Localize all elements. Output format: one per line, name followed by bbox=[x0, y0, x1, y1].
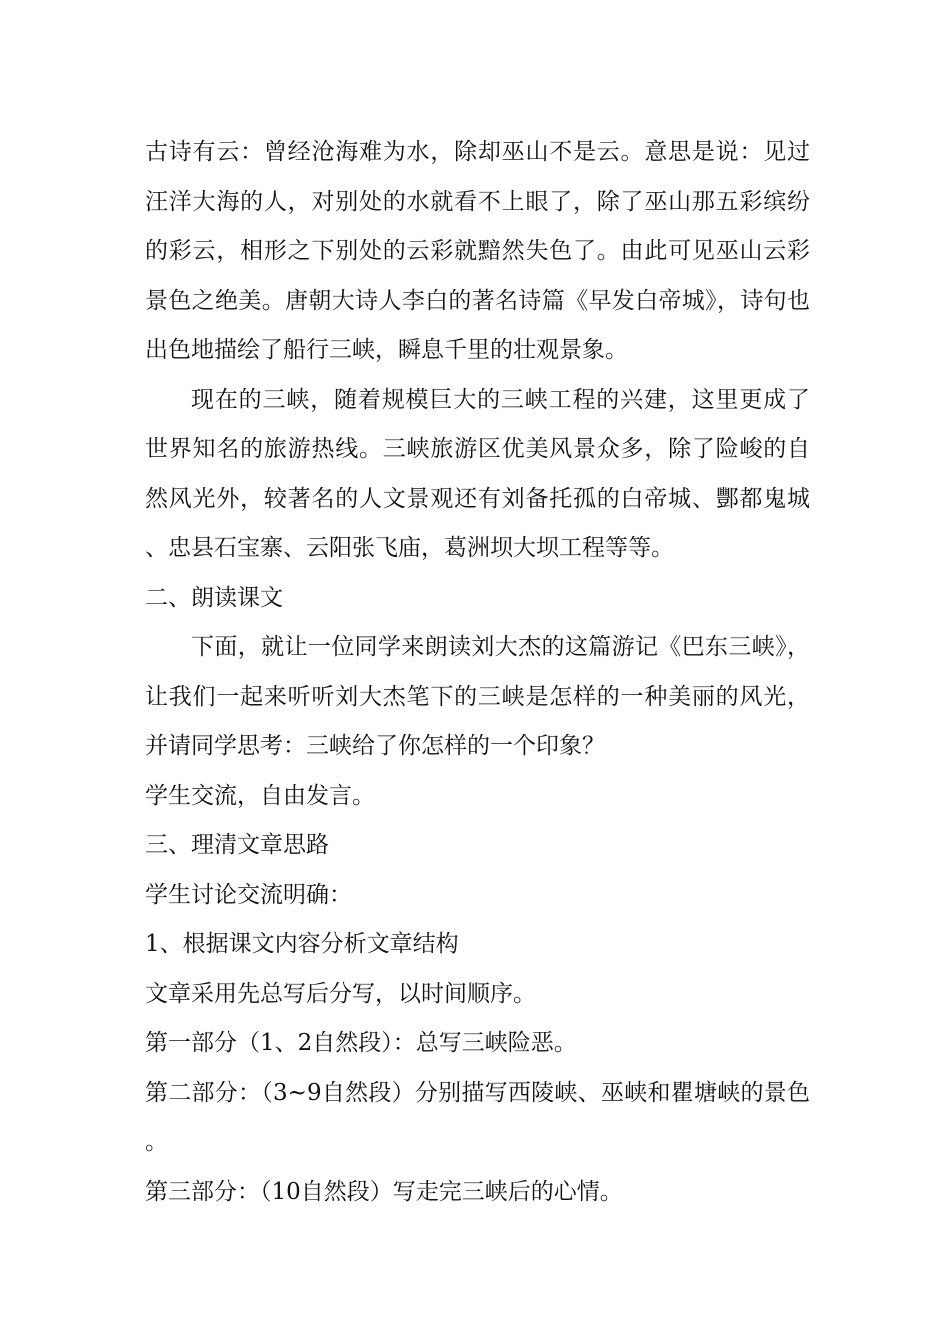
paragraph-writing-method: 文章采用先总写后分写，以时间顺序。 bbox=[145, 980, 536, 1007]
paragraph-intro-poem: 古诗有云：曾经沧海难为水，除却巫山不是云。意思是说：见过汪洋大海的人，对别处的水就看不上眼了，除了巫山那五彩缤纷的彩云，相形之下别处的云彩就黯然失色了。由此可见巫山云彩景色之绝美。唐朝大诗人李白的著名诗篇《早发白帝城》，诗句也出色地描绘了船行三峡，瞬息千里的壮观景象。 bbox=[145, 139, 810, 363]
paragraph-discussion-result: 学生讨论交流明确： bbox=[145, 881, 352, 908]
paragraph-student-discussion: 学生交流，自由发言。 bbox=[145, 782, 375, 809]
list-item-structure-analysis: 1、根据课文内容分析文章结构 bbox=[145, 931, 459, 957]
paragraph-three-gorges-today: 现在的三峡，随着规模巨大的三峡工程的兴建，这里更成了世界知名的旅游热线。三峡旅游区优美风景众多，除了险峻的自然风光外，较著名的人文景观还有刘备托孤的白帝城、酆都鬼城、忠县石宝寨、云阳张飞庙，葛洲坝大坝工程等等。 bbox=[145, 386, 810, 561]
paragraph-part-two: 第二部分：（3~9自然段）分别描写西陵峡、巫峡和瞿塘峡的景色。 bbox=[145, 1079, 810, 1155]
paragraph-part-one: 第一部分（1、2自然段）：总写三峡险恶。 bbox=[145, 1030, 577, 1056]
paragraph-reading-task: 下面，就让一位同学来朗读刘大杰的这篇游记《巴东三峡》，让我们一起来听听刘大杰笔下的三峡是怎样的一种美丽的风光，并请同学思考：三峡给了你怎样的一个印象？ bbox=[145, 634, 810, 759]
paragraph-part-three: 第三部分：（10自然段）写走完三峡后的心情。 bbox=[145, 1178, 623, 1205]
section-heading-read-text: 二、朗读课文 bbox=[145, 584, 283, 611]
document-body bbox=[145, 128, 810, 1217]
section-heading-article-structure: 三、理清文章思路 bbox=[145, 832, 329, 858]
